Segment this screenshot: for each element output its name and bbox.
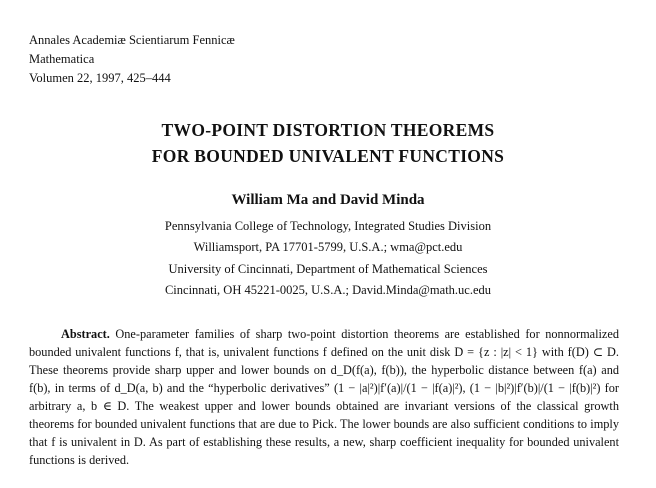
title-line-2: FOR BOUNDED UNIVALENT FUNCTIONS xyxy=(151,146,505,166)
abstract xyxy=(29,325,619,469)
affiliation-1 xyxy=(0,216,656,257)
affiliation-2 xyxy=(0,259,656,300)
abstract-label: Abstract. xyxy=(61,327,110,341)
affiliation-2-line-2: Cincinnati, OH 45221-0025, U.S.A.; David.Minda@math.uc.edu xyxy=(164,282,492,297)
journal-volume: Volumen 22, 1997, 425–444 xyxy=(29,71,171,85)
title-line-1: TWO-POINT DISTORTION THEOREMS xyxy=(161,120,495,140)
journal-name: Annales Academiæ Scientiarum Fennicæ xyxy=(29,33,235,47)
journal-series: Mathematica xyxy=(29,52,95,66)
affiliation-1-line-1: Pennsylvania College of Technology, Integrated Studies Division xyxy=(164,219,492,233)
authors: William Ma and David Minda xyxy=(231,192,425,208)
paper-title xyxy=(0,117,656,169)
journal-header xyxy=(29,31,235,88)
affiliation-1-line-2: Williamsport, PA 17701-5799, U.S.A.; wma@pct.edu xyxy=(193,239,463,254)
abstract-text: One-parameter families of sharp two-point distortion theorems are established for nonnormalized bounded univalent functions f, that is, univalent functions f defined on the unit disk D = {z : |z| < 1} with f(D) ⊂ D. These theorems provide sharp upper and lower bounds on d_D(f(a), f(b)), the hyperbolic distance between f(a) and f(b), in terms of d_D(a, b) and the “hyperbolic derivatives” (1 − |a|²)|f′(a)|/(1 − |f(a)|²), (1 − |b|²)|f′(b)|/(1 − |f(b)|²) for arbitrary a, b ∈ D. The weakest upper and lower bounds obtained are invariant versions of the classical growth theorems for bounded univalent functions that are due to Pick. The lower bounds are also sufficient conditions to imply that f is univalent in D. As part of establishing these results, a new, sharp coefficient inequality for bounded univalent functions is derived. xyxy=(29,327,619,467)
affiliation-2-line-1: University of Cincinnati, Department of Mathematical Sciences xyxy=(168,262,488,276)
